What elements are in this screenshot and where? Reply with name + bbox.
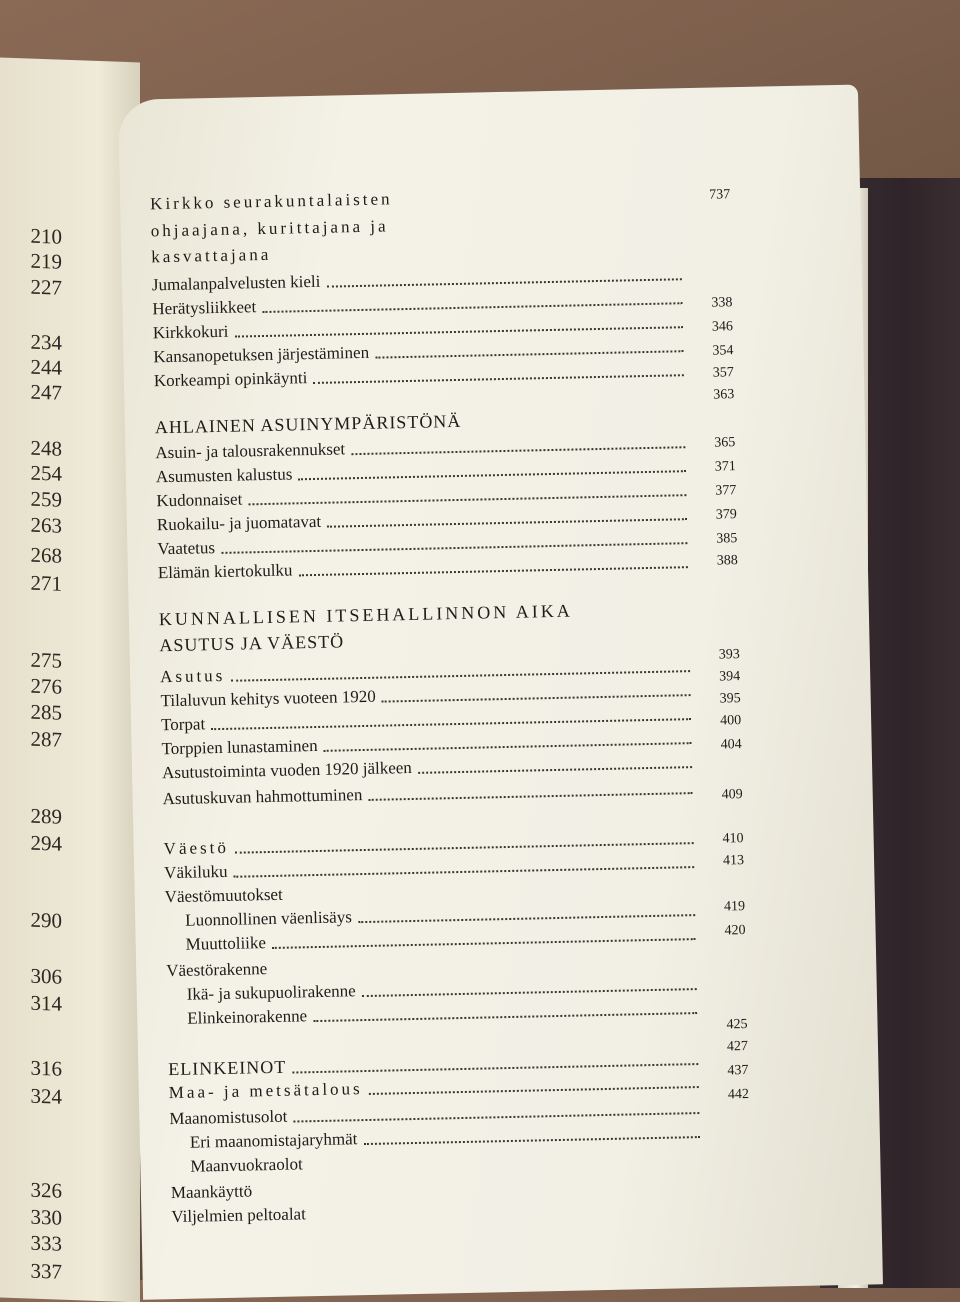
- toc-entry: [151, 210, 681, 241]
- page-ref: 395: [719, 691, 741, 707]
- toc-entry-title: Maanomistusolot: [169, 1106, 288, 1129]
- toc-entry-title: Torpat: [160, 714, 206, 735]
- left-page-number: 275: [30, 647, 62, 673]
- left-page-number: 337: [30, 1258, 62, 1284]
- toc-entry-title: Korkeampi opinkäynti: [153, 368, 308, 391]
- leader-dots: [221, 542, 687, 554]
- toc-entry-title: Asutustoiminta vuoden 1920 jälkeen: [161, 757, 413, 783]
- toc-entry-title: Kansanopetuksen järjestäminen: [153, 342, 370, 367]
- left-page-number: 285: [30, 699, 62, 725]
- toc-entry: [150, 183, 680, 214]
- page-ref: 420: [724, 923, 746, 939]
- toc-entry-title: Maanvuokraolot: [190, 1154, 303, 1176]
- page-ref: 385: [716, 531, 738, 547]
- page-ref: 365: [714, 435, 736, 451]
- left-page-number: 234: [30, 329, 62, 355]
- toc-entry-title: Jumalanpalvelusten kieli: [151, 271, 321, 295]
- leader-dots: [309, 1162, 701, 1170]
- toc-entry-title: Elinkeinorakenne: [187, 1006, 308, 1028]
- toc-entry-title: Väestö: [163, 837, 230, 859]
- leader-dots: [299, 566, 688, 576]
- page-ref: 425: [726, 1017, 748, 1033]
- toc-entry-title: Väestömuutokset: [164, 884, 283, 907]
- page-ref: 357: [712, 365, 735, 381]
- page-ref: 427: [726, 1039, 749, 1055]
- left-page-number: 333: [30, 1230, 62, 1256]
- left-page-number: 276: [30, 673, 62, 699]
- toc-entry-title: Herätysliikkeet: [152, 297, 257, 319]
- leader-dots: [235, 326, 683, 337]
- toc-entry-title: Kudonnaiset: [156, 489, 243, 511]
- left-page-number: 330: [30, 1204, 62, 1230]
- leader-dots: [277, 252, 681, 260]
- toc-entry-title: ELINKEINOT: [168, 1056, 287, 1080]
- page-ref: 419: [723, 899, 746, 915]
- left-page-number: 254: [30, 460, 62, 486]
- right-page: [118, 85, 883, 1300]
- page-ref: 400: [719, 713, 742, 729]
- page-number: 737: [708, 187, 731, 203]
- page-ref: 363: [713, 387, 735, 403]
- left-page-number: 210: [30, 223, 62, 249]
- toc-entry-title: Maankäyttö: [170, 1181, 253, 1203]
- page-ref: 404: [720, 737, 742, 753]
- left-page-number: 287: [30, 726, 62, 752]
- left-page-number: 244: [30, 354, 62, 380]
- toc-entry-title: Tilaluvun kehitys vuoteen 1920: [160, 686, 376, 711]
- left-page-number: 324: [30, 1083, 62, 1109]
- leader-dots: [350, 641, 689, 648]
- leader-dots: [399, 199, 681, 205]
- leader-dots: [258, 1188, 701, 1197]
- toc-entry-title: Maa- ja metsätalous: [168, 1079, 363, 1103]
- page-ref: 394: [719, 669, 741, 685]
- leader-dots: [418, 766, 692, 774]
- toc-entry-title: ohjaajana, kurittajana ja: [150, 216, 389, 241]
- left-page-number: 306: [30, 963, 62, 989]
- leader-dots: [327, 518, 687, 528]
- page-ref: 371: [714, 459, 736, 475]
- leader-dots: [298, 470, 685, 480]
- toc-entry-title: Väestörakenne: [166, 959, 268, 981]
- left-page: [0, 58, 140, 1302]
- page-ref: 338: [711, 295, 733, 311]
- page-ref: 410: [722, 831, 744, 847]
- leader-dots: [467, 423, 684, 428]
- toc-entry: [162, 778, 692, 809]
- toc-entry-title: ASUTUS JA VÄESTÖ: [159, 631, 345, 656]
- leader-dots: [395, 226, 681, 232]
- leader-dots: [326, 278, 681, 287]
- toc-entry-title: Asutuskuvan hahmottuminen: [162, 785, 363, 809]
- leader-dots: [235, 842, 694, 854]
- page-ref: 437: [727, 1063, 749, 1079]
- leader-dots: [375, 350, 683, 358]
- leader-dots: [369, 1086, 699, 1095]
- left-page-number: 289: [30, 803, 62, 829]
- left-page-number: 227: [30, 274, 62, 300]
- left-page-number: 263: [30, 512, 62, 538]
- page-ref: 379: [715, 507, 737, 523]
- toc-entry-title: Viljelmien peltoalat: [171, 1204, 307, 1227]
- toc-entry-title: Ruokailu- ja juomatavat: [156, 511, 322, 535]
- left-page-number: 294: [30, 830, 62, 856]
- left-page-number: 316: [30, 1055, 62, 1081]
- page-ref: 354: [712, 343, 734, 359]
- leader-dots: [358, 914, 695, 923]
- page-ref: 409: [721, 787, 743, 803]
- toc-entry-title: Asuin- ja talousrakennukset: [155, 439, 346, 463]
- left-page-number: 247: [30, 379, 62, 405]
- toc-entry-title: Vaatetus: [157, 538, 216, 559]
- leader-dots: [234, 866, 695, 878]
- leader-dots: [272, 938, 696, 949]
- toc-entry-title: Torppien lunastaminen: [161, 735, 318, 759]
- page-ref: 393: [718, 647, 740, 663]
- toc-entry-title: Ikä- ja sukupuolirakenne: [186, 981, 356, 1004]
- toc-entry-title: Eri maanomistajaryhmät: [189, 1129, 358, 1152]
- left-page-number: 314: [30, 990, 62, 1016]
- leader-dots: [211, 718, 691, 730]
- left-page-number: 290: [30, 907, 62, 933]
- left-page-number: 271: [30, 570, 62, 596]
- leader-dots: [293, 1112, 699, 1123]
- leader-dots: [312, 1212, 701, 1220]
- page-ref: 388: [716, 553, 738, 569]
- toc-entry: [151, 236, 681, 267]
- leader-dots: [579, 615, 689, 617]
- leader-dots: [273, 966, 696, 975]
- left-page-number: 259: [30, 486, 62, 512]
- toc-entry-title: AHLAINEN ASUINYMPÄRISTÖNÄ: [154, 410, 462, 438]
- page-ref: 377: [715, 483, 737, 499]
- page-ref: 442: [727, 1087, 750, 1103]
- leader-dots: [289, 892, 695, 901]
- toc-entry-title: Kirkkokuri: [152, 321, 229, 343]
- page-ref: 346: [711, 319, 734, 335]
- leader-dots: [292, 1063, 698, 1074]
- toc-entry-title: Asutus: [159, 665, 226, 687]
- leader-dots: [382, 694, 691, 702]
- leader-dots: [313, 1012, 697, 1022]
- leader-dots: [248, 494, 686, 505]
- toc-entry-title: Luonnollinen väenlisäys: [184, 907, 353, 930]
- left-page-number: 248: [30, 435, 62, 461]
- leader-dots: [324, 742, 692, 752]
- left-page-number: 219: [30, 248, 62, 274]
- toc-entry-title: Asumusten kalustus: [155, 464, 293, 487]
- toc-entry-title: Väkiluku: [163, 861, 228, 883]
- toc-entry-title: Kirkko seurakuntalaisten: [149, 189, 393, 214]
- left-page-number: 326: [30, 1177, 62, 1203]
- leader-dots: [368, 792, 692, 801]
- toc-entry-title: Elämän kiertokulku: [157, 560, 293, 583]
- leader-dots: [351, 446, 685, 455]
- toc-entry-title: kasvattajana: [151, 244, 272, 267]
- leader-dots: [362, 988, 697, 997]
- toc-entry-title: Muuttoliike: [185, 933, 267, 954]
- leader-dots: [231, 670, 690, 682]
- leader-dots: [363, 1136, 699, 1145]
- leader-dots: [313, 374, 684, 384]
- left-page-number: 268: [30, 542, 62, 568]
- leader-dots: [262, 302, 682, 313]
- page-ref: 413: [722, 853, 745, 869]
- toc-entry-title: KUNNALLISEN ITSEHALLINNON AIKA: [158, 600, 573, 630]
- toc-entry: [159, 624, 689, 656]
